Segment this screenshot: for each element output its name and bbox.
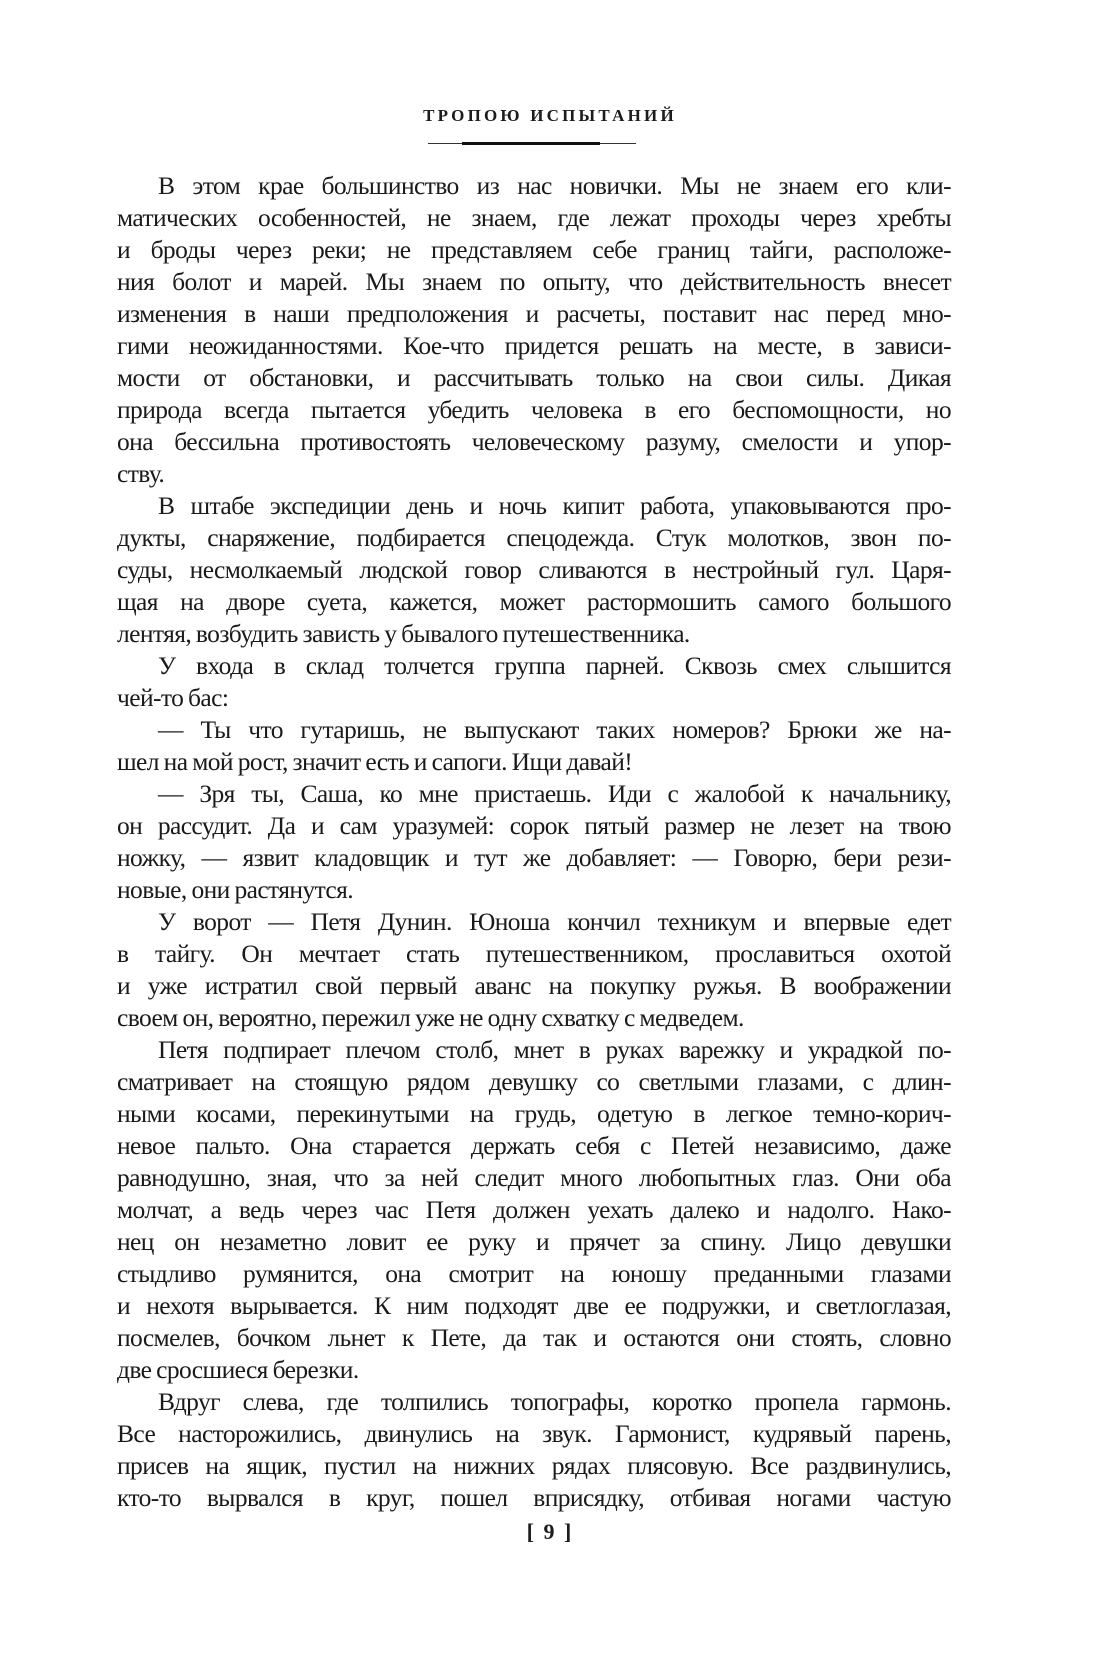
- text-line: — Зря ты, Саша, ко мне пристаешь. Иди с жалобой к начальнику,: [158, 779, 951, 808]
- text-line: природа всегда пытается убедить человека в его беспомощности, но: [117, 395, 951, 424]
- page-number: [ 9 ]: [526, 1519, 574, 1544]
- paragraph: [117, 650, 951, 714]
- text-line: ния болот и марей. Мы знаем по опыту, что действительность внесет: [117, 267, 951, 296]
- text-line: суды, несмолкаемый людской говор сливаются в нестройный гул. Царя-: [117, 555, 951, 584]
- text-line: лентяя, возбудить зависть у бывалого путешественника.: [117, 619, 690, 648]
- text-line: ными косами, перекинутыми на грудь, одетую в легкое темно-корич-: [117, 1099, 951, 1128]
- text-line: матических особенностей, не знаем, где лежат проходы через хребты: [117, 203, 951, 232]
- text-line: новые, они растянутся.: [117, 875, 354, 904]
- text-line: и уже истратил свой первый аванс на покупку ружья. В воображении: [117, 971, 951, 1000]
- text-line: невое пальто. Она старается держать себя с Петей независимо, даже: [117, 1131, 951, 1160]
- text-line: она бессильна противостоять человеческому разуму, смелости и упор-: [117, 427, 951, 456]
- paragraph: [117, 170, 951, 490]
- text-line: У входа в склад толчется группа парней. Сквозь смех слышится: [158, 651, 951, 680]
- title-rule-thick: [462, 142, 600, 145]
- text-line: своем он, вероятно, пережил уже не одну схватку с медведем.: [117, 1003, 744, 1032]
- paragraph: [117, 906, 951, 1034]
- text-line: У ворот — Петя Дунин. Юноша кончил техникум и впервые едет: [158, 907, 951, 936]
- text-line: шел на мой рост, значит есть и сапоги. Ищи давай!: [117, 747, 633, 776]
- text-line: в тайгу. Он мечтает стать путешественником, прославиться охотой: [117, 939, 951, 968]
- text-line: ножку, — язвит кладовщик и тут же добавляет: — Говорю, бери рези-: [117, 843, 951, 872]
- text-line: сматривает на стоящую рядом девушку со светлыми глазами, с длин-: [117, 1067, 951, 1096]
- text-line: и броды через реки; не представляем себе границ тайги, расположе-: [117, 235, 951, 264]
- text-line: ству.: [117, 459, 165, 488]
- text-line: посмелев, бочком льнет к Пете, да так и остаются они стоять, словно: [117, 1323, 951, 1352]
- text-line: две сросшиеся березки.: [117, 1355, 359, 1384]
- text-line: — Ты что гутаришь, не выпускают таких номеров? Брюки же на-: [158, 715, 951, 744]
- paragraph: [117, 1034, 951, 1386]
- text-line: щая на дворе суета, кажется, может растормошить самого большого: [117, 587, 951, 616]
- running-title: ТРОПОЮ ИСПЫТАНИЙ: [423, 106, 677, 125]
- dialogue-paragraph: [117, 714, 951, 778]
- text-line: он рассудит. Да и сам уразумей: сорок пятый размер не лезет на твою: [117, 811, 951, 840]
- text-line: Все насторожились, двинулись на звук. Гармонист, кудрявый парень,: [117, 1419, 951, 1448]
- text-line: присев на ящик, пустил на нижних рядах плясовую. Все раздвинулись,: [117, 1451, 951, 1480]
- text-line: стыдливо румянится, она смотрит на юношу преданными глазами: [117, 1259, 951, 1288]
- paragraph: [117, 490, 951, 650]
- text-line: кто-то вырвался в круг, пошел вприсядку, отбивая ногами частую: [117, 1483, 951, 1512]
- text-line: В штабе экспедиции день и ночь кипит работа, упаковываются про-: [158, 491, 951, 520]
- paragraph: [117, 1386, 951, 1514]
- text-line: дукты, снаряжение, подбирается спецодежда. Стук молотков, звон по-: [117, 523, 951, 552]
- text-line: чей-то бас:: [117, 683, 229, 712]
- text-line: Петя подпирает плечом столб, мнет в руках варежку и украдкой по-: [158, 1035, 951, 1064]
- text-line: нец он незаметно ловит ее руку и прячет за спину. Лицо девушки: [117, 1227, 951, 1256]
- text-line: гими неожиданностями. Кое-что придется решать на месте, в зависи-: [117, 331, 951, 360]
- body-text: [117, 170, 951, 1514]
- text-line: и нехотя вырывается. К ним подходят две ее подружки, и светлоглазая,: [117, 1291, 951, 1320]
- text-line: В этом крае большинство из нас новички. Мы не знаем его кли-: [158, 171, 951, 200]
- text-line: равнодушно, зная, что за ней следит много любопытных глаз. Они оба: [117, 1163, 951, 1192]
- text-line: мости от обстановки, и рассчитывать только на свои силы. Дикая: [117, 363, 951, 392]
- dialogue-paragraph: [117, 778, 951, 906]
- text-line: изменения в наши предположения и расчеты, поставит нас перед мно-: [117, 299, 951, 328]
- text-line: Вдруг слева, где толпились топографы, коротко пропела гармонь.: [158, 1387, 951, 1416]
- text-line: молчат, а ведь через час Петя должен уехать далеко и надолго. Нако-: [117, 1195, 951, 1224]
